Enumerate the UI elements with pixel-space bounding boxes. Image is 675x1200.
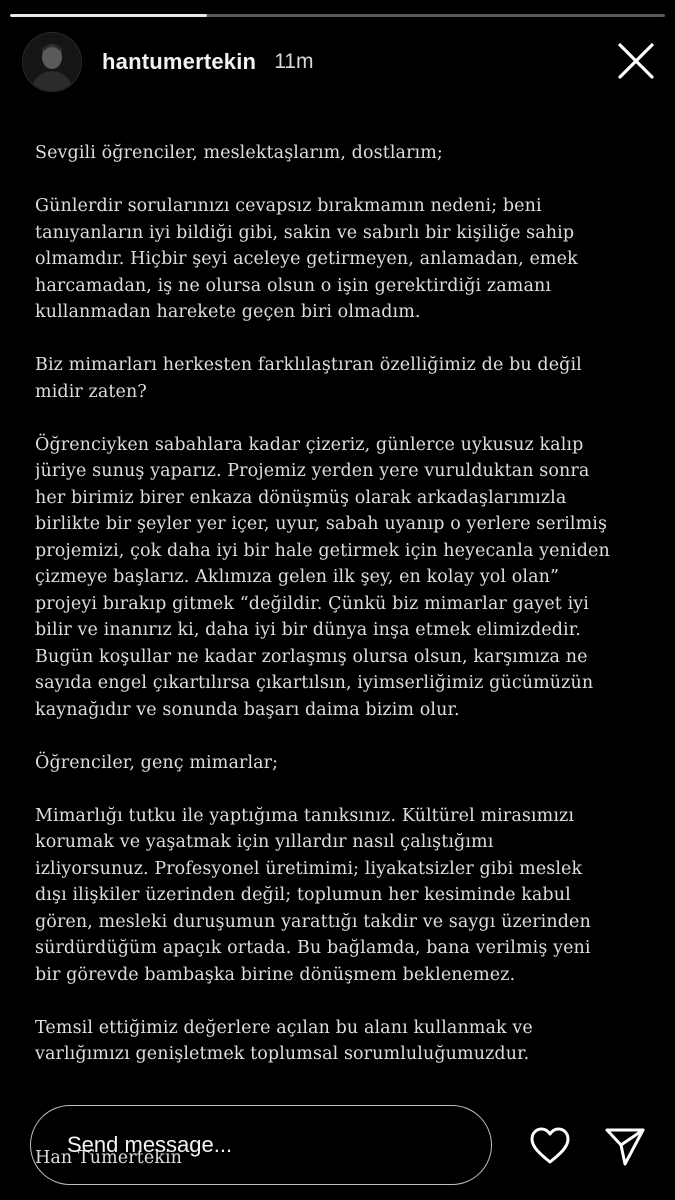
close-icon — [615, 40, 657, 82]
story-paragraph: Temsil ettiğimiz değerlere açılan bu alanı kullanmak ve varlığımızı genişletmek toplumsal sorumluluğumuzdur. — [35, 1017, 533, 1064]
story-paragraph: Biz mimarları herkesten farklılaştıran özelliğimiz de bu değil midir zaten? — [35, 355, 582, 402]
story-paragraph: Öğrenciler, genç mimarlar; — [35, 752, 279, 773]
avatar[interactable] — [22, 32, 82, 92]
heart-icon — [528, 1124, 572, 1168]
story-paragraph: Mimarlığı tutku ile yaptığıma tanıksınız. Kültürel mirasımızı korumak ve yaşatmak için yıllardır nasıl çalıştığımı izliyorsunuz. Profesyonel üretimimi; liyakatsizler gibi meslek dışı ilişkiler üzerinden değil; toplumun her kesiminde kabul gören, mesleki duruşumun yarattığı takdir ve saygı üzerinden sürdürdüğüm apaçık ortada. Bu bağlamda, bana verilmiş yeni bir görevde bambaşka birine dönüşmem beklenemez. — [35, 805, 591, 985]
story-progress-bar — [10, 14, 665, 17]
signature: Han Tümertekin — [35, 1148, 183, 1168]
send-message-input[interactable] — [30, 1105, 492, 1185]
post-time: 11m — [274, 50, 314, 73]
story-paragraph: Öğrenciyken sabahlara kadar çizeriz, günlerce uykusuz kalıp jüriye sunuş yaparız. Projemiz yerden yere vurulduktan sonra her birimiz birer enkaza dönüşmüş olarak arkadaşlarımızla birlikte bir şeyler yer içer, uyur, sabah uyanıp o yerlere serilmiş projemizi, çok daha iyi bir hale getirmek için heyecanla yeniden çizmeye başlarız. Aklımıza gelen ilk şey, en kolay yol olan” projeyi bırakıp gitmek “değildir. Çünkü biz mimarlar gayet iyi bilir ve inanırız ki, daha iyi bir dünya inşa etmek elimizdedir. Bugün koşullar ne kadar zorlaşmış olursa olsun, karşımıza ne sayıda engel çıkartılırsa çıkartılsın, iyimserliğimiz gücümüzün kaynağıdır ve sonunda başarı daima bizim olur. — [35, 434, 610, 720]
story-progress-fill — [10, 14, 207, 17]
close-button[interactable] — [615, 40, 657, 82]
like-button[interactable] — [528, 1124, 572, 1168]
story-content — [35, 140, 635, 1180]
username[interactable]: hantumertekin — [102, 49, 257, 74]
send-icon — [603, 1124, 647, 1168]
share-button[interactable] — [603, 1124, 647, 1168]
story-paragraph: Sevgili öğrenciler, meslektaşlarım, dostlarım; — [35, 143, 443, 163]
story-paragraph: Günlerdir sorularınızı cevapsız bırakmamın nedeni; beni tanıyanların iyi bildiği gibi, sakin ve sabırlı bir kişiliğe sahip olmamdır. Hiçbir şeyi aceleye getirmeyen, anlamadan, emek harcamadan, iş ne olursa olsun o işin gerektirdiği zamanı kullanmadan harekete geçen biri olmadım. — [35, 196, 578, 322]
story-header — [22, 32, 313, 92]
avatar-portrait-icon — [23, 33, 81, 91]
